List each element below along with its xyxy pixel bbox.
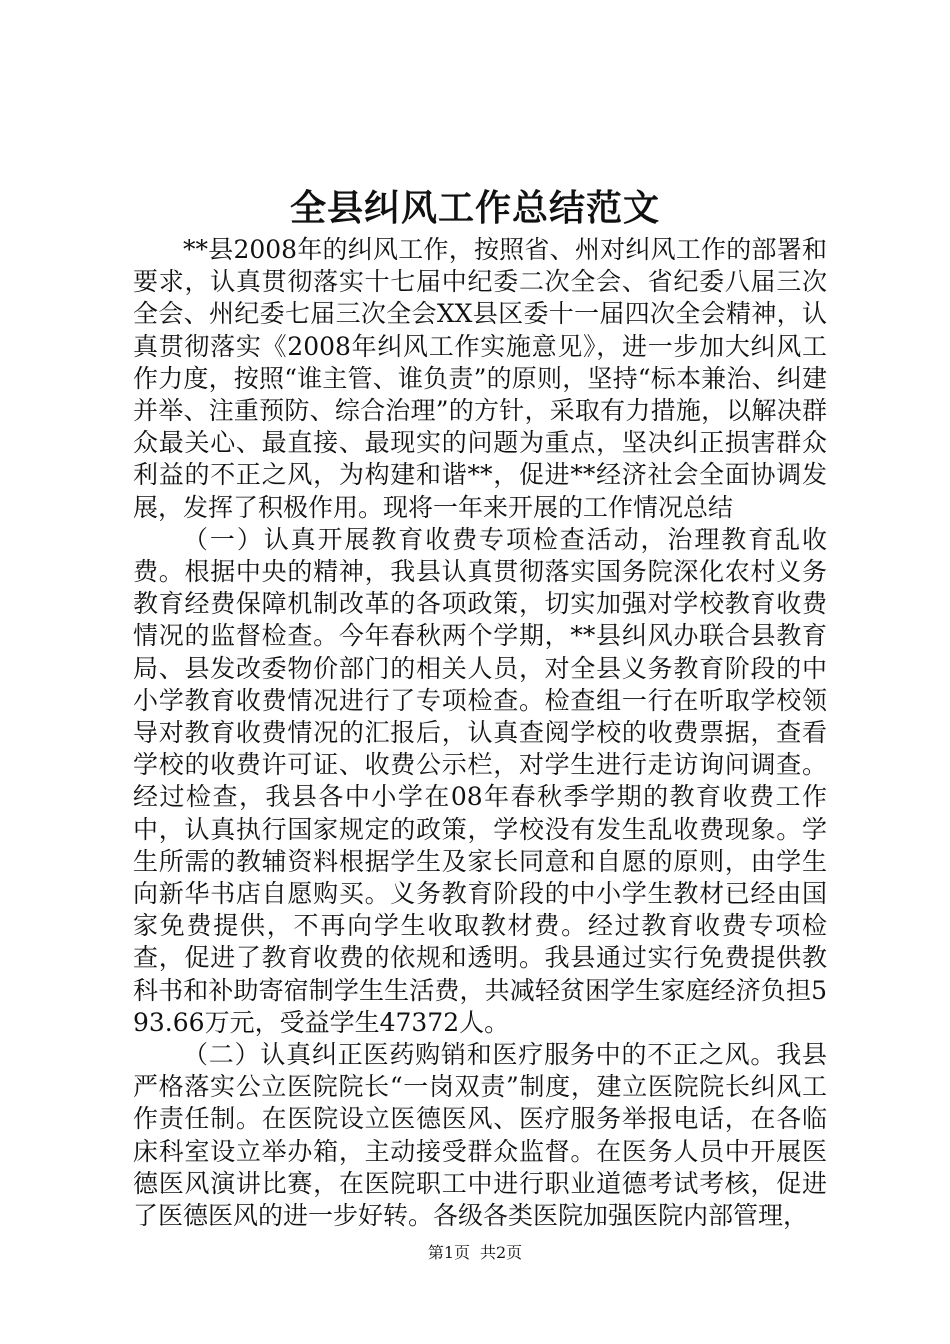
page-total: 共2页 bbox=[480, 1243, 523, 1262]
page-number: 第1页 bbox=[427, 1243, 470, 1262]
page-footer bbox=[0, 1243, 950, 1263]
paragraph-medical-services: （二）认真纠正医药购销和医疗服务中的不正之风。我县严格落实公立医院院长“一岗双责”制度，建立医院院长纠风工作责任制。在医院设立医德医风、医疗服务举报电话，在各临床科室设立举办箱，主动接受群众监督。在医务人员中开展医德医风演讲比赛，在医院职工中进行职业道德考试考核，促进了医德医风的进一步好转。各级各类医院加强医院内部管理， bbox=[133, 1040, 827, 1231]
document-body bbox=[133, 234, 827, 1232]
paragraph-education-fees: （一）认真开展教育收费专项检查活动，治理教育乱收费。根据中央的精神，我县认真贯彻落实国务院深化农村义务教育经费保障机制改革的各项政策，切实加强对学校教育收费情况的监督检查。今年春秋两个学期，**县纠风办联合县教育局、县发改委物价部门的相关人员，对全县义务教育阶段的中小学教育收费情况进行了专项检查。检查组一行在听取学校领导对教育收费情况的汇报后，认真查阅学校的收费票据，查看学校的收费许可证、收费公示栏，对学生进行走访询问调查。经过检查，我县各中小学在08年春秋季学期的教育收费工作中，认真执行国家规定的政策，学校没有发生乱收费现象。学生所需的教辅资料根据学生及家长同意和自愿的原则，由学生向新华书店自愿购买。义务教育阶段的中小学生教材已经由国家免费提供，不再向学生收取教材费。经过教育收费专项检查，促进了教育收费的依规和透明。我县通过实行免费提供教科书和补助寄宿制学生生活费，共减轻贫困学生家庭经济负担593.66万元，受益学生47372人。 bbox=[133, 524, 827, 1037]
document-title: 全县纠风工作总结范文 bbox=[289, 187, 660, 229]
paragraph-intro: **县2008年的纠风工作，按照省、州对纠风工作的部署和要求，认真贯彻落实十七届中纪委二次全会、省纪委八届三次全会、州纪委七届三次全会XX县区委十一届四次全会精神，认真贯彻落实《2008年纠风工作实施意见》，进一步加大纠风工作力度，按照“谁主管、谁负责”的原则，坚持“标本兼治、纠建并举、注重预防、综合治理”的方针，采取有力措施，以解决群众最关心、最直接、最现实的问题为重点，坚决纠正损害群众利益的不正之风，为构建和谐**，促进**经济社会全面协调发展，发挥了积极作用。现将一年来开展的工作情况总结 bbox=[133, 235, 827, 522]
